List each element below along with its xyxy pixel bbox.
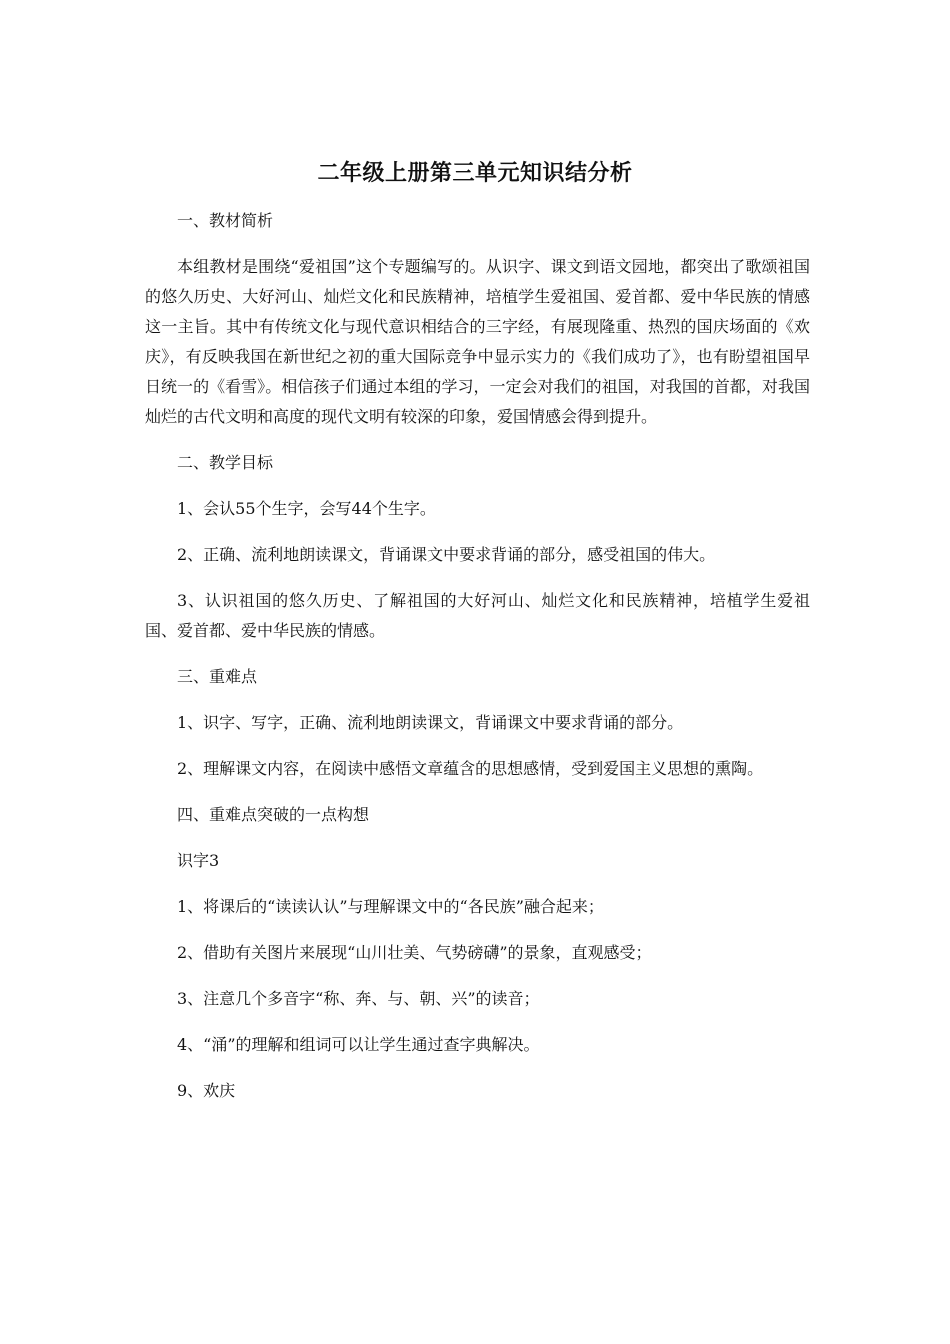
breakthrough-item: 2、借助有关图片来展现“山川壮美、气势磅礴”的景象，直观感受； bbox=[177, 943, 652, 962]
section-heading-textbook-analysis: 一、教材简析 bbox=[177, 211, 274, 230]
breakthrough-item: 1、将课后的“读读认认”与理解课文中的“各民族”融合起来； bbox=[177, 897, 604, 916]
section-heading-breakthrough: 四、重难点突破的一点构想 bbox=[177, 805, 370, 824]
goal-item: 3、认识祖国的悠久历史、了解祖国的大好河山、灿烂文化和民族精神，培植学生爱祖国、爱首都、爱中华民族的情感。 bbox=[145, 591, 810, 640]
key-point-item: 1、识字、写字，正确、流利地朗读课文，背诵课文中要求背诵的部分。 bbox=[177, 713, 684, 732]
key-point-item: 2、理解课文内容，在阅读中感悟文章蕴含的思想感情，受到爱国主义思想的熏陶。 bbox=[177, 759, 764, 778]
document-body bbox=[145, 206, 810, 1106]
breakthrough-item: 3、注意几个多音字“称、奔、与、朝、兴”的读音； bbox=[177, 989, 540, 1008]
goal-item: 2、正确、流利地朗读课文，背诵课文中要求背诵的部分，感受祖国的伟大。 bbox=[177, 545, 716, 564]
lesson-heading: 9、欢庆 bbox=[177, 1081, 236, 1100]
document-title: 二年级上册第三单元知识结分析 bbox=[317, 161, 633, 186]
breakthrough-item: 4、“涌”的理解和组词可以让学生通过查字典解决。 bbox=[177, 1035, 540, 1054]
section-heading-teaching-goals: 二、教学目标 bbox=[177, 453, 274, 472]
goal-item: 1、会认55个生字，会写44个生字。 bbox=[177, 499, 436, 518]
lesson-heading: 识字3 bbox=[177, 851, 220, 870]
section-heading-key-points: 三、重难点 bbox=[177, 667, 258, 686]
textbook-analysis-paragraph: 本组教材是围绕“爱祖国”这个专题编写的。从识字、课文到语文园地，都突出了歌颂祖国的悠久历史、大好河山、灿烂文化和民族精神，培植学生爱祖国、爱首都、爱中华民族的情感这一主旨。其中有传统文化与现代意识相结合的三字经，有展现隆重、热烈的国庆场面的《欢庆》，有反映我国在新世纪之初的重大国际竞争中显示实力的《我们成功了》，也有盼望祖国早日统一的《看雪》。相信孩子们通过本组的学习，一定会对我们的祖国，对我国的首都，对我国灿烂的古代文明和高度的现代文明有较深的印象，爱国情感会得到提升。 bbox=[145, 257, 810, 426]
